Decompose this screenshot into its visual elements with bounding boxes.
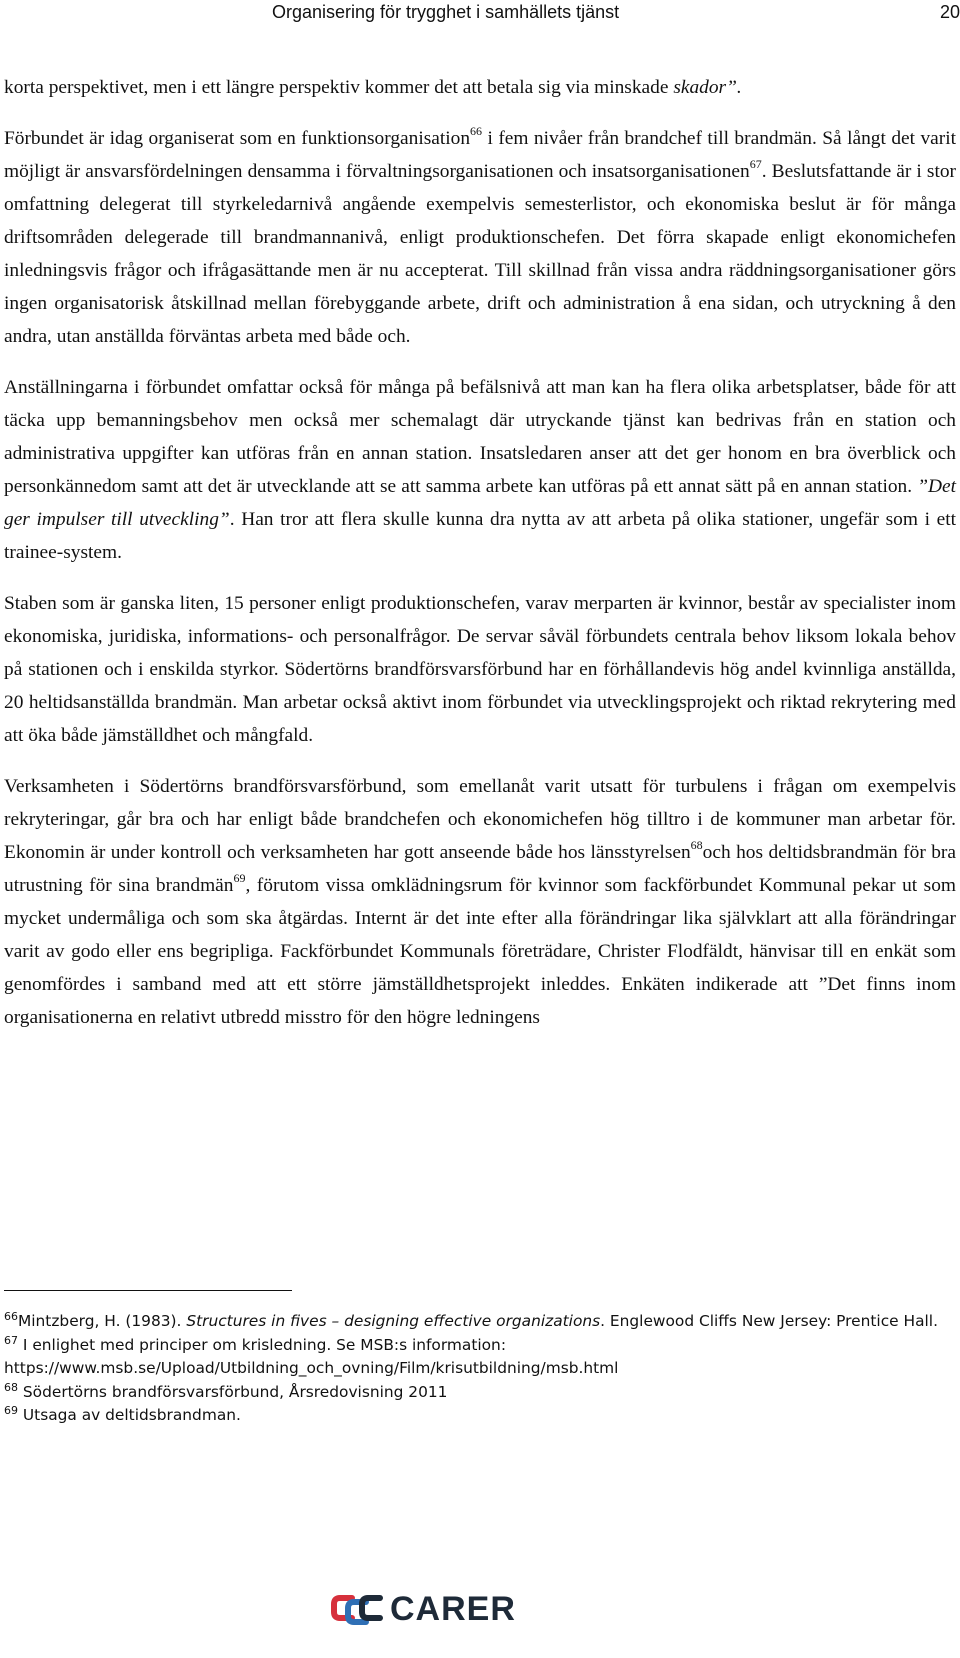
text-run: i fem nivåer från brandchef till brandmän. Så långt det varit möjligt är ansvarsfördelningen densamma i förvaltningsorganisationen och insatsorganisationen — [4, 128, 956, 182]
footnote-number: 69 — [4, 1403, 18, 1417]
text-run: Verksamheten i Södertörns brandförsvarsförbund, som emellanåt varit utsatt för turbulens i frågan om exempelvis rekryteringar, går bra och har enligt både brandchefen och ekonomichefen hög tilltro i de kommuner man arbetar för. Ekonomin är under kontroll och verksamheten har gott anseende både hos länsstyrelsen — [4, 776, 956, 863]
footnote-title: Structures in fives – designing effective organizations — [186, 1312, 601, 1330]
paragraph-4 — [4, 587, 956, 752]
footnote-separator — [4, 1290, 292, 1291]
footnote-text: . Englewood Cliffs New Jersey: Prentice Hall. — [600, 1312, 938, 1330]
text-run: . Han tror att flera skulle kunna dra nytta av att arbeta på olika stationer, ungefär som i ett trainee-system. — [4, 509, 956, 563]
text-run: Förbundet är idag organiserat som en funktionsorganisation — [4, 128, 471, 149]
running-title: Organisering för trygghet i samhällets tjänst — [272, 2, 620, 22]
paragraph-1 — [4, 71, 956, 104]
logo-dark-c — [362, 1598, 380, 1618]
footnotes — [4, 1310, 956, 1428]
paragraph-5 — [4, 770, 956, 1034]
text-run: . Beslutsfattande är i stor omfattning delegerat till styrkeledarnivå angående exempelvis semesterlistor, och ekonomiska beslut är för många driftsområden delegerade till brandmannanivå, enligt produktionschefen. Det förra skapade enligt ekonomichefen inledningsvis frågor och ifrågasättande men är nu accepterat. Till skillnad från vissa andra räddningsorganisationer görs ingen organisatorisk åtskillnad mellan förebyggande arbete, drift och administration å ena sidan, och utryckning å den andra, utan anställda förväntas arbeta med både och. — [4, 161, 956, 347]
footnote-67 — [4, 1334, 956, 1381]
footnote-69 — [4, 1404, 956, 1428]
page-number: 20 — [939, 2, 960, 22]
quote-run: ”Det ger impulser till utveckling” — [4, 476, 956, 530]
footnote-68 — [4, 1381, 956, 1405]
carer-logo-mark-icon — [330, 1592, 388, 1628]
text-run: korta perspektivet, men i ett längre perspektiv kommer det att betala sig via minskade — [4, 77, 674, 98]
footnote-number: 66 — [4, 1309, 18, 1323]
footnote-number: 67 — [4, 1333, 18, 1347]
footnote-text: Södertörns brandförsvarsförbund, Årsredovisning 2011 — [18, 1382, 448, 1401]
text-run: , förutom vissa omklädningsrum för kvinnor som fackförbundet Kommunal pekar ut som mycket undermåliga och som ska åtgärdas. Internt är det inte efter alla förändringar lika självklart att alla förändringar varit av godo eller ens begripliga. Fackförbundet Kommunals företrädare, Christer Flodfäldt, hänvisar till en enkät som genomfördes i samband med att ett större jämställdhetsprojekt inleddes. Enkäten indikerade att ”Det finns inom organisationerna en relativt utbredd misstro för den högre ledningens — [4, 875, 956, 1028]
footnote-ref-69[interactable]: 69 — [233, 870, 246, 885]
page-header — [272, 2, 960, 26]
logo-wordmark: CARER — [390, 1590, 516, 1628]
footnote-link[interactable]: I enlighet med principer om krisledning. Se MSB:s information: https://www.msb.se/Upload/Utbildning_och_ovning/Film/krisutbildning/msb.html — [4, 1335, 619, 1377]
text-run: Anställningarna i förbundet omfattar också för många på befälsnivå att man kan ha flera olika arbetsplatser, både för att täcka upp bemanningsbehov men också mer schemalagt där utryckande tjänst kan bedrivas från en station och administrativa uppgifter kan utföras från en annan station. Insatsledaren anser att det ger honom en bra överblick och personkännedom samt att det är utvecklande att se att samma arbete kan utföras på ett annat sätt på en annan station. — [4, 377, 956, 497]
italic-run: skador”. — [673, 77, 742, 98]
footnote-ref-67[interactable]: 67 — [749, 156, 762, 171]
footnote-66 — [4, 1310, 956, 1334]
paragraph-3 — [4, 371, 956, 569]
body-text — [4, 71, 956, 1052]
footnote-ref-66[interactable]: 66 — [470, 123, 483, 138]
footnote-text: Mintzberg, H. (1983). — [18, 1312, 187, 1330]
footnote-ref-68[interactable]: 68 — [690, 837, 703, 852]
carer-logo — [330, 1588, 530, 1632]
text-run: och hos deltidsbrandmän för bra utrustning för sina brandmän — [4, 842, 956, 896]
footnote-number: 68 — [4, 1380, 18, 1394]
footnote-text: Utsaga av deltidsbrandman. — [18, 1406, 241, 1424]
paragraph-2 — [4, 122, 956, 353]
text-run: Staben som är ganska liten, 15 personer enligt produktionschefen, varav merparten är kvinnor, består av specialister inom ekonomiska, juridiska, informations- och personalfrågor. De servar såväl förbundets centrala behov liksom lokala behov på stationen och i enskilda styrkor. Södertörns brandförsvarsförbund har en förhållandevis hög andel kvinnliga anställda, 20 heltidsanställda brandmän. Man arbetar också aktivt inom förbundet via utvecklingsprojekt och riktad rekrytering med att öka både jämställdhet och mångfald. — [4, 593, 956, 746]
